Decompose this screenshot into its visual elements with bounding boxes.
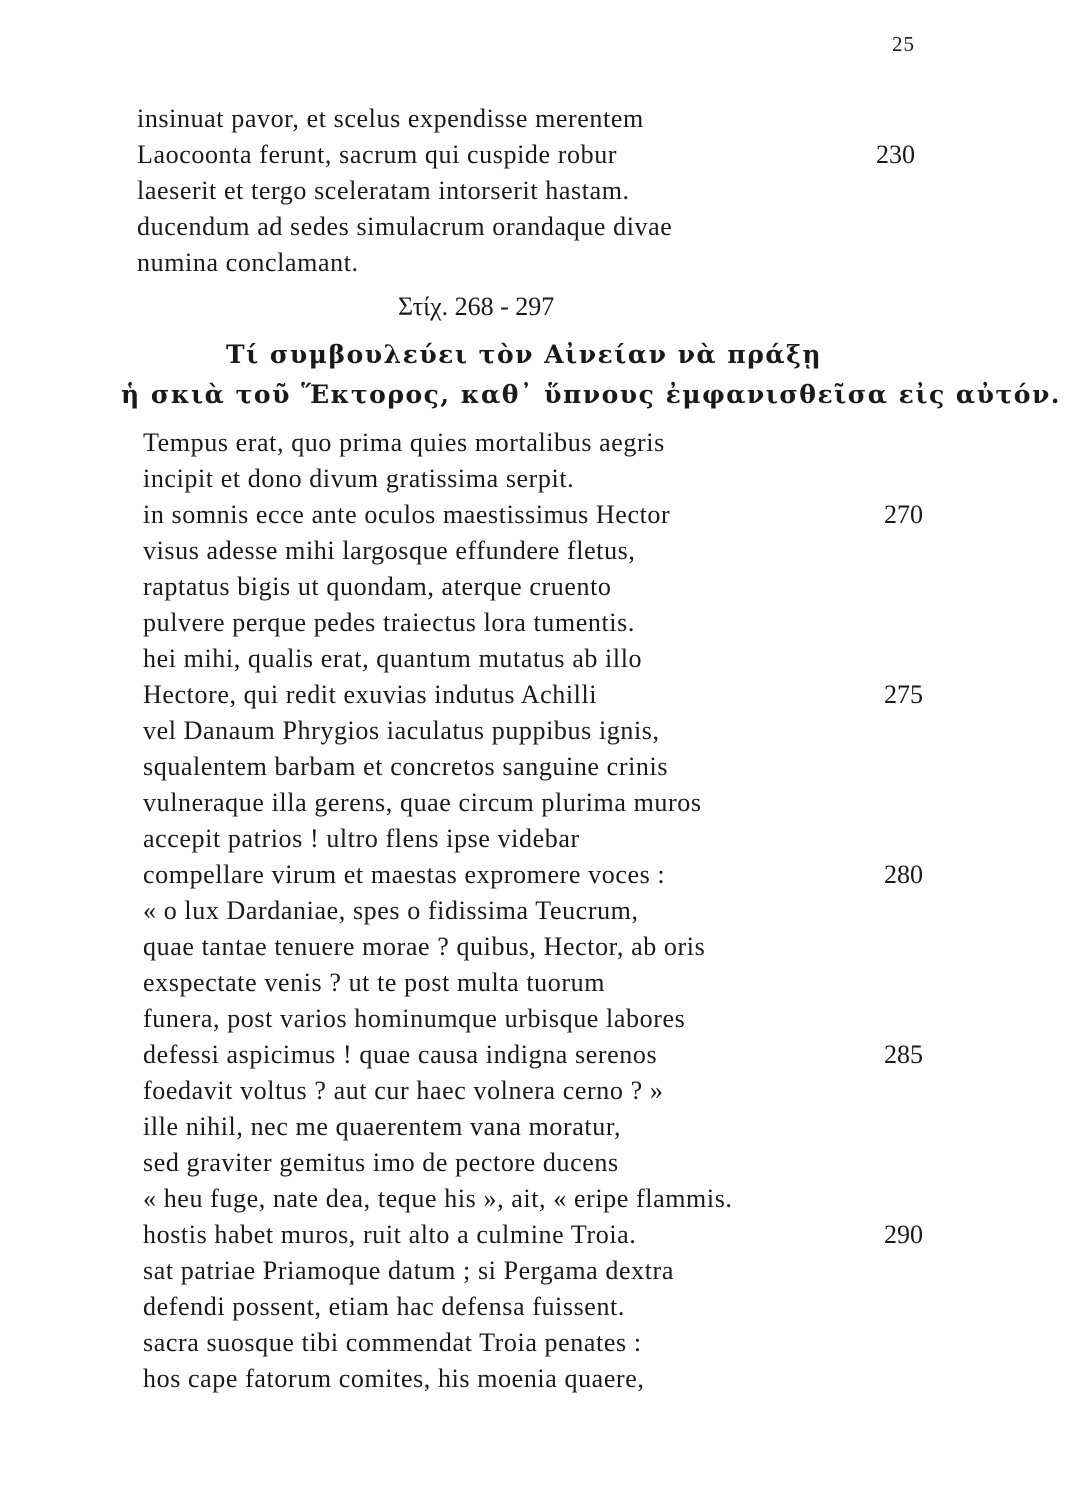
verse-line: squalentem barbam et concretos sanguine crinis bbox=[143, 752, 669, 781]
line-number: 280 bbox=[884, 860, 923, 889]
line-number: 290 bbox=[884, 1220, 923, 1249]
verse-line: sed graviter gemitus imo de pectore ducens bbox=[143, 1148, 619, 1177]
verse-line: pulvere perque pedes traiectus lora tumentis. bbox=[143, 608, 635, 637]
verse-line: accepit patrios ! ultro flens ipse videbar bbox=[143, 824, 580, 853]
verse-line: hos cape fatorum comites, his moenia quaere, bbox=[143, 1364, 645, 1393]
line-number: 230 bbox=[876, 140, 915, 169]
verse-line: laeserit et tergo sceleratam intorserit hastam. bbox=[137, 176, 630, 205]
heading-line-2: ἡ σκιὰ τοῦ Ἕκτορος, καθ᾽ ὕπνους ἐμφανισθεῖσα εἰς αὐτόν. bbox=[121, 380, 1062, 409]
verse-line: defendi possent, etiam hac defensa fuissent. bbox=[143, 1292, 625, 1321]
verse-line: Tempus erat, quo prima quies mortalibus aegris bbox=[143, 428, 665, 457]
verse-line: funera, post varios hominumque urbisque labores bbox=[143, 1004, 686, 1033]
heading-line-1: Τί συμβουλεύει τὸν Αἰνείαν νὰ πράξῃ bbox=[226, 340, 823, 369]
verse-line: sacra suosque tibi commendat Troia penates : bbox=[143, 1328, 642, 1357]
page-number: 25 bbox=[892, 32, 915, 56]
verse-line: in somnis ecce ante oculos maestissimus Hector bbox=[143, 500, 671, 529]
verse-line: ille nihil, nec me quaerentem vana moratur, bbox=[143, 1112, 622, 1141]
verse-line: Hectore, qui redit exuvias indutus Achilli bbox=[143, 680, 598, 709]
verse-line: hostis habet muros, ruit alto a culmine Troia. bbox=[143, 1220, 637, 1249]
verse-line: visus adesse mihi largosque effundere fletus, bbox=[143, 536, 636, 565]
section-reference: Στίχ. 268 - 297 bbox=[398, 292, 555, 321]
line-number: 275 bbox=[884, 680, 923, 709]
verse-line: ducendum ad sedes simulacrum orandaque divae bbox=[137, 212, 673, 241]
verse-line: quae tantae tenuere morae ? quibus, Hector, ab oris bbox=[143, 932, 706, 961]
verse-line: numina conclamant. bbox=[137, 248, 359, 277]
verse-line: foedavit voltus ? aut cur haec volnera cerno ? » bbox=[143, 1076, 664, 1105]
verse-line: Laocoonta ferunt, sacrum qui cuspide robur bbox=[137, 140, 618, 169]
verse-line: « o lux Dardaniae, spes o fidissima Teucrum, bbox=[143, 896, 639, 925]
verse-line: « heu fuge, nate dea, teque his », ait, « eripe flammis. bbox=[143, 1184, 733, 1213]
line-number: 285 bbox=[884, 1040, 923, 1069]
verse-line: compellare virum et maestas expromere voces : bbox=[143, 860, 666, 889]
verse-line: exspectate venis ? ut te post multa tuorum bbox=[143, 968, 606, 997]
verse-line: incipit et dono divum gratissima serpit. bbox=[143, 464, 575, 493]
verse-line: sat patriae Priamoque datum ; si Pergama dextra bbox=[143, 1256, 674, 1285]
verse-line: hei mihi, qualis erat, quantum mutatus ab illo bbox=[143, 644, 643, 673]
verse-line: raptatus bigis ut quondam, aterque cruento bbox=[143, 572, 612, 601]
line-number: 270 bbox=[884, 500, 923, 529]
verse-line: insinuat pavor, et scelus expendisse merentem bbox=[137, 104, 644, 133]
verse-line: vulneraque illa gerens, quae circum plurima muros bbox=[143, 788, 702, 817]
verse-line: vel Danaum Phrygios iaculatus puppibus ignis, bbox=[143, 716, 660, 745]
verse-line: defessi aspicimus ! quae causa indigna serenos bbox=[143, 1040, 658, 1069]
